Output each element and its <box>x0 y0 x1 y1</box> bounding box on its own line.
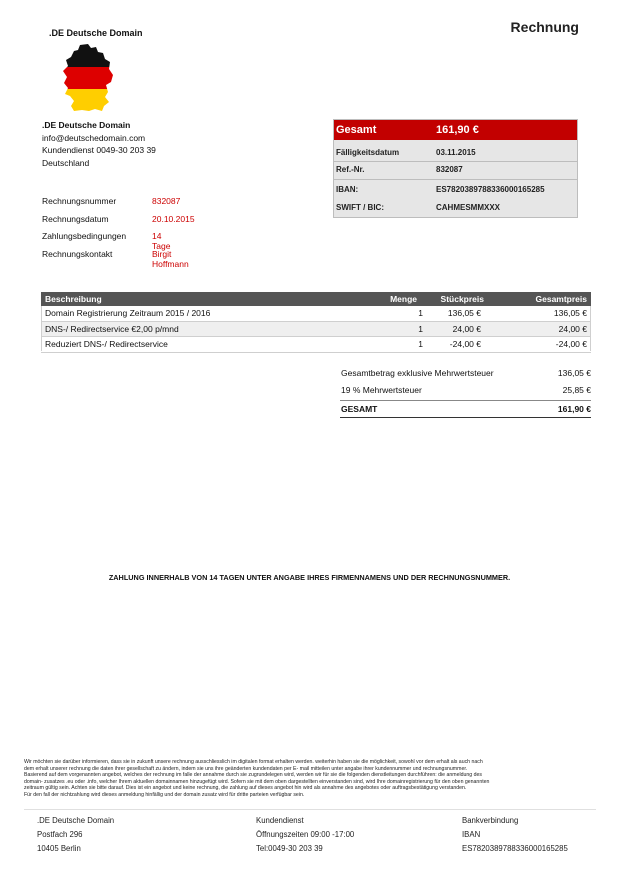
header-total-price: Gesamtpreis <box>535 294 587 304</box>
fineprint-text <box>24 759 596 798</box>
summary-total-value: 161,90 € <box>436 124 479 136</box>
item-quantity: 1 <box>418 339 423 349</box>
meta-label: Zahlungsbedingungen <box>42 231 127 241</box>
item-unit-price: 24,00 € <box>452 323 481 334</box>
footer-line: ES7820389788336000165285 <box>462 844 568 853</box>
summary-value: 832087 <box>436 165 463 174</box>
totals-value: 136,05 € <box>557 368 591 378</box>
payment-summary-box <box>333 119 578 218</box>
item-unit-price: -24,00 € <box>449 339 481 349</box>
summary-divider <box>334 161 577 162</box>
table-row <box>41 306 591 322</box>
meta-label: Rechnungskontakt <box>42 248 113 259</box>
table-row <box>41 322 591 338</box>
sender-name: .DE Deutsche Domain <box>42 120 131 130</box>
grand-total-underline <box>340 417 591 418</box>
footer-divider <box>24 809 596 810</box>
item-quantity: 1 <box>418 323 423 334</box>
summary-divider <box>334 179 577 180</box>
table-header <box>41 292 591 306</box>
grand-total-label: GESAMT <box>341 404 378 414</box>
footer-line: IBAN <box>462 830 481 839</box>
sender-email: info@deutschedomain.com <box>42 132 146 143</box>
meta-value: 14 Tage <box>152 231 171 251</box>
footer-line: 10405 Berlin <box>37 844 81 853</box>
grand-total-row <box>340 400 591 418</box>
header-unit-price: Stückpreis <box>440 294 484 304</box>
footer-line: .DE Deutsche Domain <box>37 816 115 825</box>
footer-line: Kundendienst <box>256 816 304 825</box>
totals-value: 25,85 € <box>562 385 591 395</box>
summary-value: ES7820389788336000165285 <box>436 185 545 194</box>
meta-label: Rechnungsnummer <box>42 196 117 206</box>
totals-block <box>340 366 591 418</box>
payment-notice: ZAHLUNG INNERHALB VON 14 TAGEN UNTER ANGABE IHRES FIRMENNAMENS UND DER RECHNUNGSNUMMER. <box>108 573 511 582</box>
meta-label: Rechnungsdatum <box>42 213 109 224</box>
totals-label: Gesamtbetrag exklusive Mehrwertsteuer <box>341 368 494 378</box>
germany-map-flag-icon <box>62 44 114 112</box>
meta-value: 20.10.2015 <box>152 213 195 224</box>
footer-line: Öffnungszeiten 09:00 -17:00 <box>256 830 355 839</box>
fineprint-line: Wir möchten sie darüber informieren, dass sie in zukunft unsere rechnung ausschliesslich im digitalen format erhalten werden. weiterhin haben sie die möglichkeit, sowohl vor dem erhalt als auch nach <box>24 759 483 765</box>
footer-line: Postfach 296 <box>37 830 83 839</box>
summary-total-label: Gesamt <box>336 124 377 136</box>
brand-name: .DE Deutsche Domain <box>49 28 143 38</box>
table-row <box>41 337 591 353</box>
footer-line: Bankverbindung <box>462 816 519 825</box>
fineprint-line: dem erhalt unserer rechnung die daten ihrer gesellschaft zu ändern, indem sie uns ihre geänderten kundendaten per E- mail mitteilen unter angabe ihrer kundennummer und rechnungsnummer. <box>24 765 468 772</box>
summary-total-bar <box>334 120 577 140</box>
item-total-price: 136,05 € <box>553 308 587 318</box>
document-title: Rechnung <box>510 19 579 35</box>
item-description: Reduziert DNS-/ Redirectservice <box>45 339 168 349</box>
fineprint-line: domain- zusatzes .eu oder .info, welcher Ihrem aktuellen domainnamen hinzugefügt wird. Sofern sie mit dem oben dargestellten einverstanden sind, wird Ihre domainregistrierung für den oben genannten <box>24 778 490 785</box>
totals-row <box>340 366 591 383</box>
item-description: DNS-/ Redirectservice €2,00 p/mnd <box>45 323 179 334</box>
summary-label: IBAN: <box>336 185 359 194</box>
summary-label: Ref.-Nr. <box>336 165 365 174</box>
summary-label: SWIFT / BIC: <box>336 203 384 212</box>
item-total-price: -24,00 € <box>555 339 587 349</box>
footer-bank <box>462 814 568 856</box>
item-unit-price: 136,05 € <box>447 308 481 318</box>
totals-label: 19 % Mehrwertsteuer <box>341 385 422 395</box>
footer-service <box>256 814 354 856</box>
item-quantity: 1 <box>418 308 423 318</box>
grand-total-value: 161,90 € <box>557 404 591 414</box>
item-description: Domain Registrierung Zeitraum 2015 / 2016 <box>45 308 211 318</box>
meta-value: Birgit Hoffmann <box>152 248 189 269</box>
item-total-price: 24,00 € <box>558 323 587 334</box>
line-items-table <box>41 292 591 353</box>
sender-address <box>42 119 156 169</box>
totals-row <box>340 383 591 400</box>
header-quantity: Menge <box>390 294 417 304</box>
summary-value: 03.11.2015 <box>436 148 476 157</box>
fineprint-line: Basierend auf dem vorgenannten angebot, welches der rechnung im falle der annahme durch sie zugrundelegen wird, werden wir für sie die folgenden dienstleitungen durchführen: die anmeldung des <box>24 772 482 778</box>
footer-company <box>37 814 114 856</box>
header-description: Beschreibung <box>45 294 102 304</box>
summary-value: CAHMESMMXXX <box>436 203 501 212</box>
fineprint-line: zeitraum gültig sein. Achten sie bitte darauf. Dies ist ein angebot und keine rechnung, die zahlung auf dieses angebot hin wird als annahme des angebotes oder auftragsbestätigung verstanden. <box>24 785 467 791</box>
sender-country: Deutschland <box>42 157 90 168</box>
footer-line: Tel:0049-30 203 39 <box>256 844 323 853</box>
summary-label: Fälligkeitsdatum <box>336 148 400 157</box>
sender-service-phone: Kundendienst 0049-30 203 39 <box>42 145 156 155</box>
fineprint-line: Für den fall der nichtzahlung wird dieses anmeldung hinfällig und der domain zusatz wird für dritte parteien verfügbar sein. <box>24 791 305 798</box>
meta-value: 832087 <box>152 196 181 206</box>
